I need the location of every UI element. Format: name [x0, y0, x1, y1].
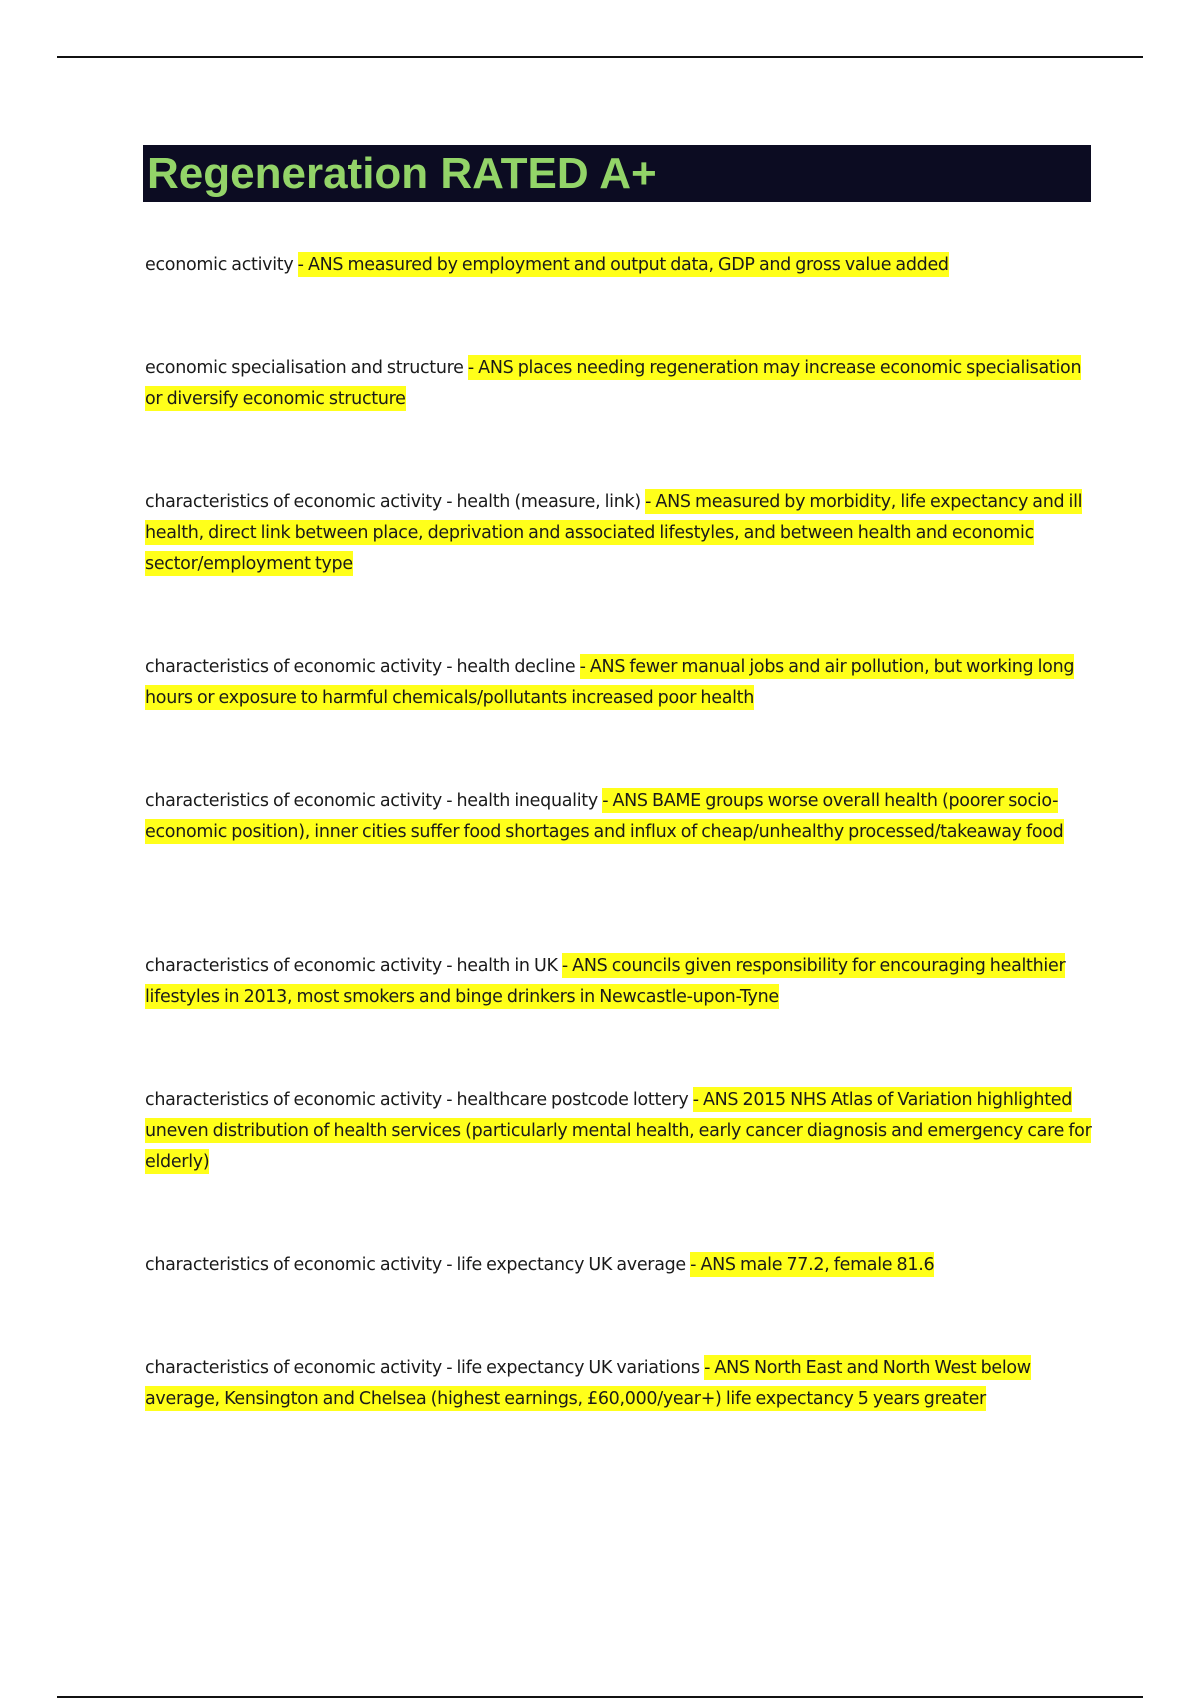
entry-term: characteristics of economic activity - health inequality — [145, 791, 598, 811]
qa-entry — [145, 786, 1095, 848]
qa-entry — [145, 250, 1095, 281]
entry-term: characteristics of economic activity - health (measure, link) — [145, 492, 641, 512]
entry-answer: - ANS BAME groups worse overall health (poorer socio-economic position), inner cities suffer food shortages and influx of cheap/unhealthy processed/takeaway food — [145, 788, 1064, 844]
entry-answer: - ANS male 77.2, female 81.6 — [690, 1252, 934, 1277]
entry-answer: - ANS North East and North West below average, Kensington and Chelsea (highest earnings, £60,000/year+) life expectancy 5 years greater — [145, 1355, 1031, 1411]
qa-entry — [145, 353, 1095, 415]
entry-answer: - ANS fewer manual jobs and air pollution, but working long hours or exposure to harmful chemicals/pollutants increased poor health — [145, 654, 1074, 710]
title-banner — [143, 145, 1091, 202]
qa-entry — [145, 1353, 1095, 1415]
qa-entry — [145, 951, 1095, 1013]
entry-answer: - ANS councils given responsibility for encouraging healthier lifestyles in 2013, most smokers and binge drinkers in Newcastle-upon-Tyne — [145, 953, 1065, 1009]
entry-answer: - ANS 2015 NHS Atlas of Variation highlighted uneven distribution of health services (particularly mental health, early cancer diagnosis and emergency care for elderly) — [145, 1087, 1091, 1174]
entry-term: economic activity — [145, 255, 294, 275]
entry-answer: - ANS measured by morbidity, life expectancy and ill health, direct link between place, deprivation and associated lifestyles, and between health and economic sector/employment type — [145, 489, 1082, 576]
entry-term: characteristics of economic activity - healthcare postcode lottery — [145, 1090, 689, 1110]
top-rule — [57, 56, 1143, 58]
entry-term: characteristics of economic activity - life expectancy UK average — [145, 1255, 686, 1275]
entry-answer: - ANS measured by employment and output data, GDP and gross value added — [298, 252, 949, 277]
bottom-rule — [57, 1696, 1143, 1698]
qa-entry — [145, 487, 1095, 580]
qa-entry — [145, 1250, 1095, 1281]
document-title: Regeneration RATED A+ — [147, 149, 657, 198]
entry-term: characteristics of economic activity - health decline — [145, 657, 576, 677]
entry-answer: - ANS places needing regeneration may increase economic specialisation or diversify economic structure — [145, 355, 1081, 411]
entry-term: characteristics of economic activity - life expectancy UK variations — [145, 1358, 700, 1378]
qa-entry — [145, 652, 1095, 714]
entry-term: characteristics of economic activity - health in UK — [145, 956, 558, 976]
qa-entry — [145, 1085, 1095, 1178]
entry-term: economic specialisation and structure — [145, 358, 464, 378]
